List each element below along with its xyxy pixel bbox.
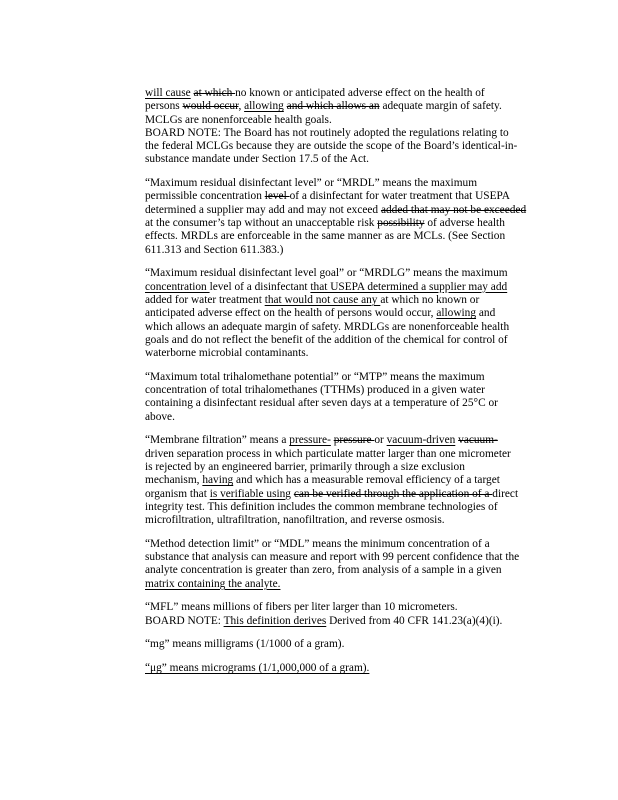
text-line bbox=[145, 177, 555, 190]
definition-paragraph bbox=[145, 434, 555, 527]
text-run: adequate margin of safety. bbox=[379, 100, 502, 113]
definition-paragraph bbox=[145, 267, 555, 360]
text-line bbox=[145, 601, 555, 614]
text-run: which allows an adequate margin of safety. MRDLGs are nonenforceable health bbox=[145, 320, 510, 333]
text-line bbox=[145, 514, 555, 527]
deleted-text: and which allows bbox=[286, 100, 369, 113]
text-line bbox=[145, 411, 555, 424]
text-run: no known or anticipated adverse effect on the health of bbox=[235, 87, 485, 99]
definition-paragraph bbox=[145, 601, 555, 628]
text-run: effects. MRDLs are enforceable in the same manner as are MCLs. (See Section bbox=[145, 230, 506, 243]
text-run: determined a supplier may add and may not exceed bbox=[145, 203, 381, 216]
text-line bbox=[145, 267, 555, 280]
definition-paragraph bbox=[145, 371, 555, 424]
text-line bbox=[145, 434, 555, 447]
text-line bbox=[145, 244, 555, 257]
text-run: “Maximum residual disinfectant level goal” or “MRDLG” means the maximum bbox=[145, 267, 508, 280]
deleted-text: can be verified through the application of a bbox=[293, 487, 493, 500]
deleted-text: pressure bbox=[333, 434, 375, 447]
text-line bbox=[145, 371, 555, 384]
inserted-text: allowing bbox=[244, 100, 284, 113]
text-line bbox=[145, 347, 555, 360]
text-line bbox=[145, 397, 555, 410]
text-run: of adverse health bbox=[424, 217, 505, 230]
inserted-text: will cause bbox=[145, 87, 191, 99]
text-run: is rejected by an engineered barrier, primarily through a size exclusion bbox=[145, 460, 465, 473]
text-line bbox=[145, 448, 555, 461]
definition-paragraph bbox=[145, 87, 555, 167]
inserted-text: that would not cause any bbox=[264, 293, 381, 306]
text-line bbox=[145, 190, 555, 203]
deleted-text: would occur bbox=[182, 100, 239, 113]
text-line bbox=[145, 100, 555, 113]
text-run: permissible concentration bbox=[145, 190, 265, 203]
definition-paragraph bbox=[145, 538, 555, 591]
text-line bbox=[145, 638, 555, 651]
text-run: “Maximum residual disinfectant level” or “MRDL” means the maximum bbox=[145, 177, 478, 190]
definition-paragraph bbox=[145, 638, 555, 651]
definition-paragraph bbox=[145, 177, 555, 257]
text-run: driven separation process in which particulate matter larger than one micrometer bbox=[145, 447, 511, 460]
text-line bbox=[145, 551, 555, 564]
text-run: the federal MCLGs because they are outside the scope of the Board’s identical-in- bbox=[145, 140, 518, 153]
text-line bbox=[145, 474, 555, 487]
text-run: microfiltration, ultrafiltration, nanofiltration, and reverse osmosis. bbox=[145, 514, 445, 527]
text-line bbox=[145, 564, 555, 577]
text-run: at the consumer’s tap without an unacceptable risk bbox=[145, 217, 378, 230]
inserted-text: concentration bbox=[145, 280, 210, 293]
text-line bbox=[145, 217, 555, 230]
text-run: Derived from 40 CFR 141.23(a)(4)(i). bbox=[326, 614, 503, 627]
text-run: waterborne microbial contaminants. bbox=[145, 347, 309, 360]
text-run: and which has a measurable removal efficiency of a target bbox=[233, 474, 500, 487]
inserted-text: allowing bbox=[436, 307, 477, 320]
text-run: direct bbox=[492, 487, 519, 500]
text-line bbox=[145, 538, 555, 551]
deleted-text: at which bbox=[193, 87, 236, 99]
text-run: C or bbox=[478, 397, 498, 410]
text-line bbox=[145, 501, 555, 514]
text-line bbox=[145, 578, 555, 591]
inserted-text: having bbox=[202, 474, 234, 487]
text-line bbox=[145, 461, 555, 474]
text-line bbox=[145, 114, 555, 127]
text-run: goals and do not reflect the benefit of the addition of the chemical for control of bbox=[145, 333, 508, 346]
text-line bbox=[145, 321, 555, 334]
text-run: anticipated adverse effect on the health of persons would occur, bbox=[145, 307, 437, 320]
inserted-text: matrix containing the analyte. bbox=[145, 577, 281, 590]
text-run: persons bbox=[145, 100, 183, 113]
text-line bbox=[145, 615, 555, 628]
text-run: above. bbox=[145, 410, 175, 423]
text-run: analyte concentration is greater than zero, from analysis of a sample in a given bbox=[145, 564, 502, 577]
inserted-text: vacuum-driven bbox=[386, 434, 456, 447]
deleted-text: added that may not be exceeded bbox=[380, 203, 527, 216]
text-line bbox=[145, 153, 555, 166]
text-run: BOARD NOTE: The Board has not routinely adopted the regulations relating to bbox=[145, 126, 509, 139]
inserted-text: This definition derives bbox=[223, 614, 327, 627]
text-run: at which no known or bbox=[380, 293, 480, 306]
inserted-text: “μg” means micrograms (1/1,000,000 of a gram). bbox=[145, 662, 370, 675]
text-run: “Membrane filtration” means a bbox=[145, 434, 290, 447]
text-run: substance that analysis can measure and report with 99 percent confidence that the bbox=[145, 551, 520, 564]
text-line bbox=[145, 334, 555, 347]
text-line bbox=[145, 87, 555, 100]
deleted-text: vacuum- bbox=[458, 434, 498, 447]
text-run: 611.313 and Section 611.383.) bbox=[145, 243, 284, 256]
text-line bbox=[145, 281, 555, 294]
text-line bbox=[145, 294, 555, 307]
text-run: ° bbox=[473, 397, 479, 410]
text-line bbox=[145, 127, 555, 140]
text-line bbox=[145, 230, 555, 243]
text-run: added for water treatment bbox=[145, 293, 265, 306]
text-run: integrity test. This definition includes the common membrane technologies of bbox=[145, 500, 498, 513]
text-run: “MFL” means millions of fibers per liter larger than 10 micrometers. bbox=[145, 601, 458, 614]
text-run: BOARD NOTE: bbox=[145, 614, 224, 627]
definition-paragraph bbox=[145, 662, 555, 675]
inserted-text: pressure- bbox=[289, 434, 331, 447]
text-run: concentration of total trihalomethanes (TTHMs) produced in a given water bbox=[145, 384, 485, 397]
text-line bbox=[145, 307, 555, 320]
text-run: and bbox=[476, 307, 496, 320]
text-line bbox=[145, 662, 555, 675]
inserted-text: that USEPA determined a supplier may add bbox=[310, 280, 508, 293]
text-run: “Maximum total trihalomethane potential” or “MTP” means the maximum bbox=[145, 370, 485, 383]
document-body bbox=[145, 87, 555, 686]
text-run: mechanism, bbox=[145, 474, 203, 487]
text-line bbox=[145, 488, 555, 501]
deleted-text: level bbox=[264, 190, 290, 203]
text-run: containing a disinfectant residual after seven days at a temperature of 25 bbox=[145, 397, 474, 410]
text-run: “Method detection limit” or “MDL” means the minimum concentration of a bbox=[145, 537, 490, 550]
inserted-text: is verifiable using bbox=[209, 487, 291, 500]
text-run: , bbox=[238, 100, 245, 113]
text-run: MCLGs are nonenforceable health goals. bbox=[145, 113, 332, 126]
text-run: of a disinfectant for water treatment that USEPA bbox=[289, 190, 510, 203]
text-run: “mg” means milligrams (1/1000 of a gram). bbox=[145, 638, 345, 651]
text-line bbox=[145, 204, 555, 217]
text-line bbox=[145, 140, 555, 153]
deleted-text: an bbox=[368, 100, 380, 113]
text-run: or bbox=[374, 434, 387, 447]
text-run: substance mandate under Section 17.5 of the Act. bbox=[145, 153, 369, 166]
text-run: organism that bbox=[145, 487, 210, 500]
text-run: level of a disinfectant bbox=[209, 280, 311, 293]
deleted-text: possibility bbox=[377, 217, 425, 230]
text-line bbox=[145, 384, 555, 397]
